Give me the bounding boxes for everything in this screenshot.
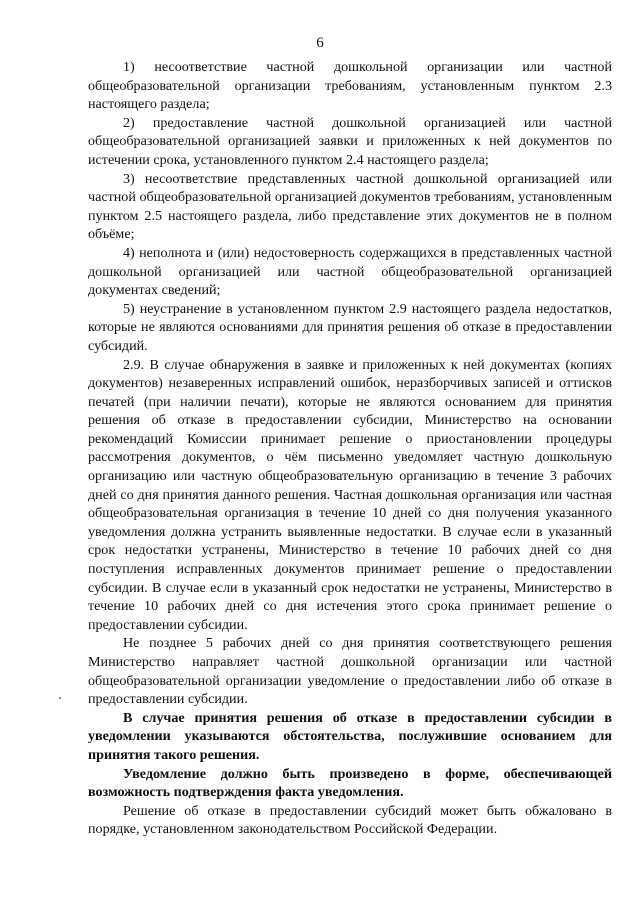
paragraph-9: Уведомление должно быть произведено в форме, обеспечивающей возможность подтверждения факта уведомления. <box>88 765 612 801</box>
paragraph-1: 1) несоответствие частной дошкольной организации или частной общеобразовательной организации требованиям, установленным пунктом 2.3 настоящего раздела; <box>88 59 612 113</box>
page-number: 6 <box>316 35 324 51</box>
paragraph-3: 3) несоответствие представленных частной дошкольной организацией или частной общеобразовательной организацией документов требованиям, установленным пунктом 2.5 настоящего раздела, либо представление этих документов не в полном объёме; <box>88 170 612 243</box>
document-body <box>88 58 612 839</box>
margin-mark <box>59 697 61 699</box>
paragraph-5: 5) неустранение в установленном пунктом 2.9 настоящего раздела недостатков, которые не являются основаниями для принятия решения об отказе в предоставлении субсидий. <box>88 300 612 354</box>
paragraph-2: 2) предоставление частной дошкольной организацией или частной общеобразовательной организацией заявки и приложенных к ней документов по истечении срока, установленного пунктом 2.4 настоящего раздела; <box>88 114 612 168</box>
paragraph-6: 2.9. В случае обнаружения в заявке и приложенных к ней документах (копиях документов) незаверенных исправлений ошибок, неразборчивых записей и оттисков печатей (при наличии печати), которые не являются основанием для принятия решения об отказе в предоставлении субсидии, Министерство на основании рекомендаций Комиссии принимает решение о приостановлении процедуры рассмотрения документов, о чём письменно уведомляет частную дошкольную организацию или частную общеобразовательную организацию в течение 3 рабочих дней со дня принятия данного решения. Частная дошкольная организация или частная общеобразовательная организация в течение 10 дней со дня получения указанного уведомления должна устранить выявленные недостатки. В случае если в указанный срок недостатки устранены, Министерство в течение 10 рабочих дней со дня поступления исправленных документов принимает решение о предоставлении субсидии. В случае если в указанный срок недостатки не устранены, Министерство в течение 10 рабочих дней со дня истечения этого срока принимает решение о предоставлении субсидии. <box>88 356 612 633</box>
paragraph-7: Не позднее 5 рабочих дней со дня принятия соответствующего решения Министерство направляет частной дошкольной организации или частной общеобразовательной организации уведомление о предоставлении либо об отказе в предоставлении субсидии. <box>88 635 612 708</box>
paragraph-4: 4) неполнота и (или) недостоверность содержащихся в представленных частной дошкольной организацией или частной общеобразовательной организацией документах сведений; <box>88 244 612 299</box>
paragraph-10: Решение об отказе в предоставлении субсидий может быть обжаловано в порядке, установленном законодательством Российской Федерации. <box>88 802 612 838</box>
paragraph-8: В случае принятия решения об отказе в предоставлении субсидии в уведомлении указываются обстоятельства, послужившие основанием для принятия такого решения. <box>88 709 612 763</box>
